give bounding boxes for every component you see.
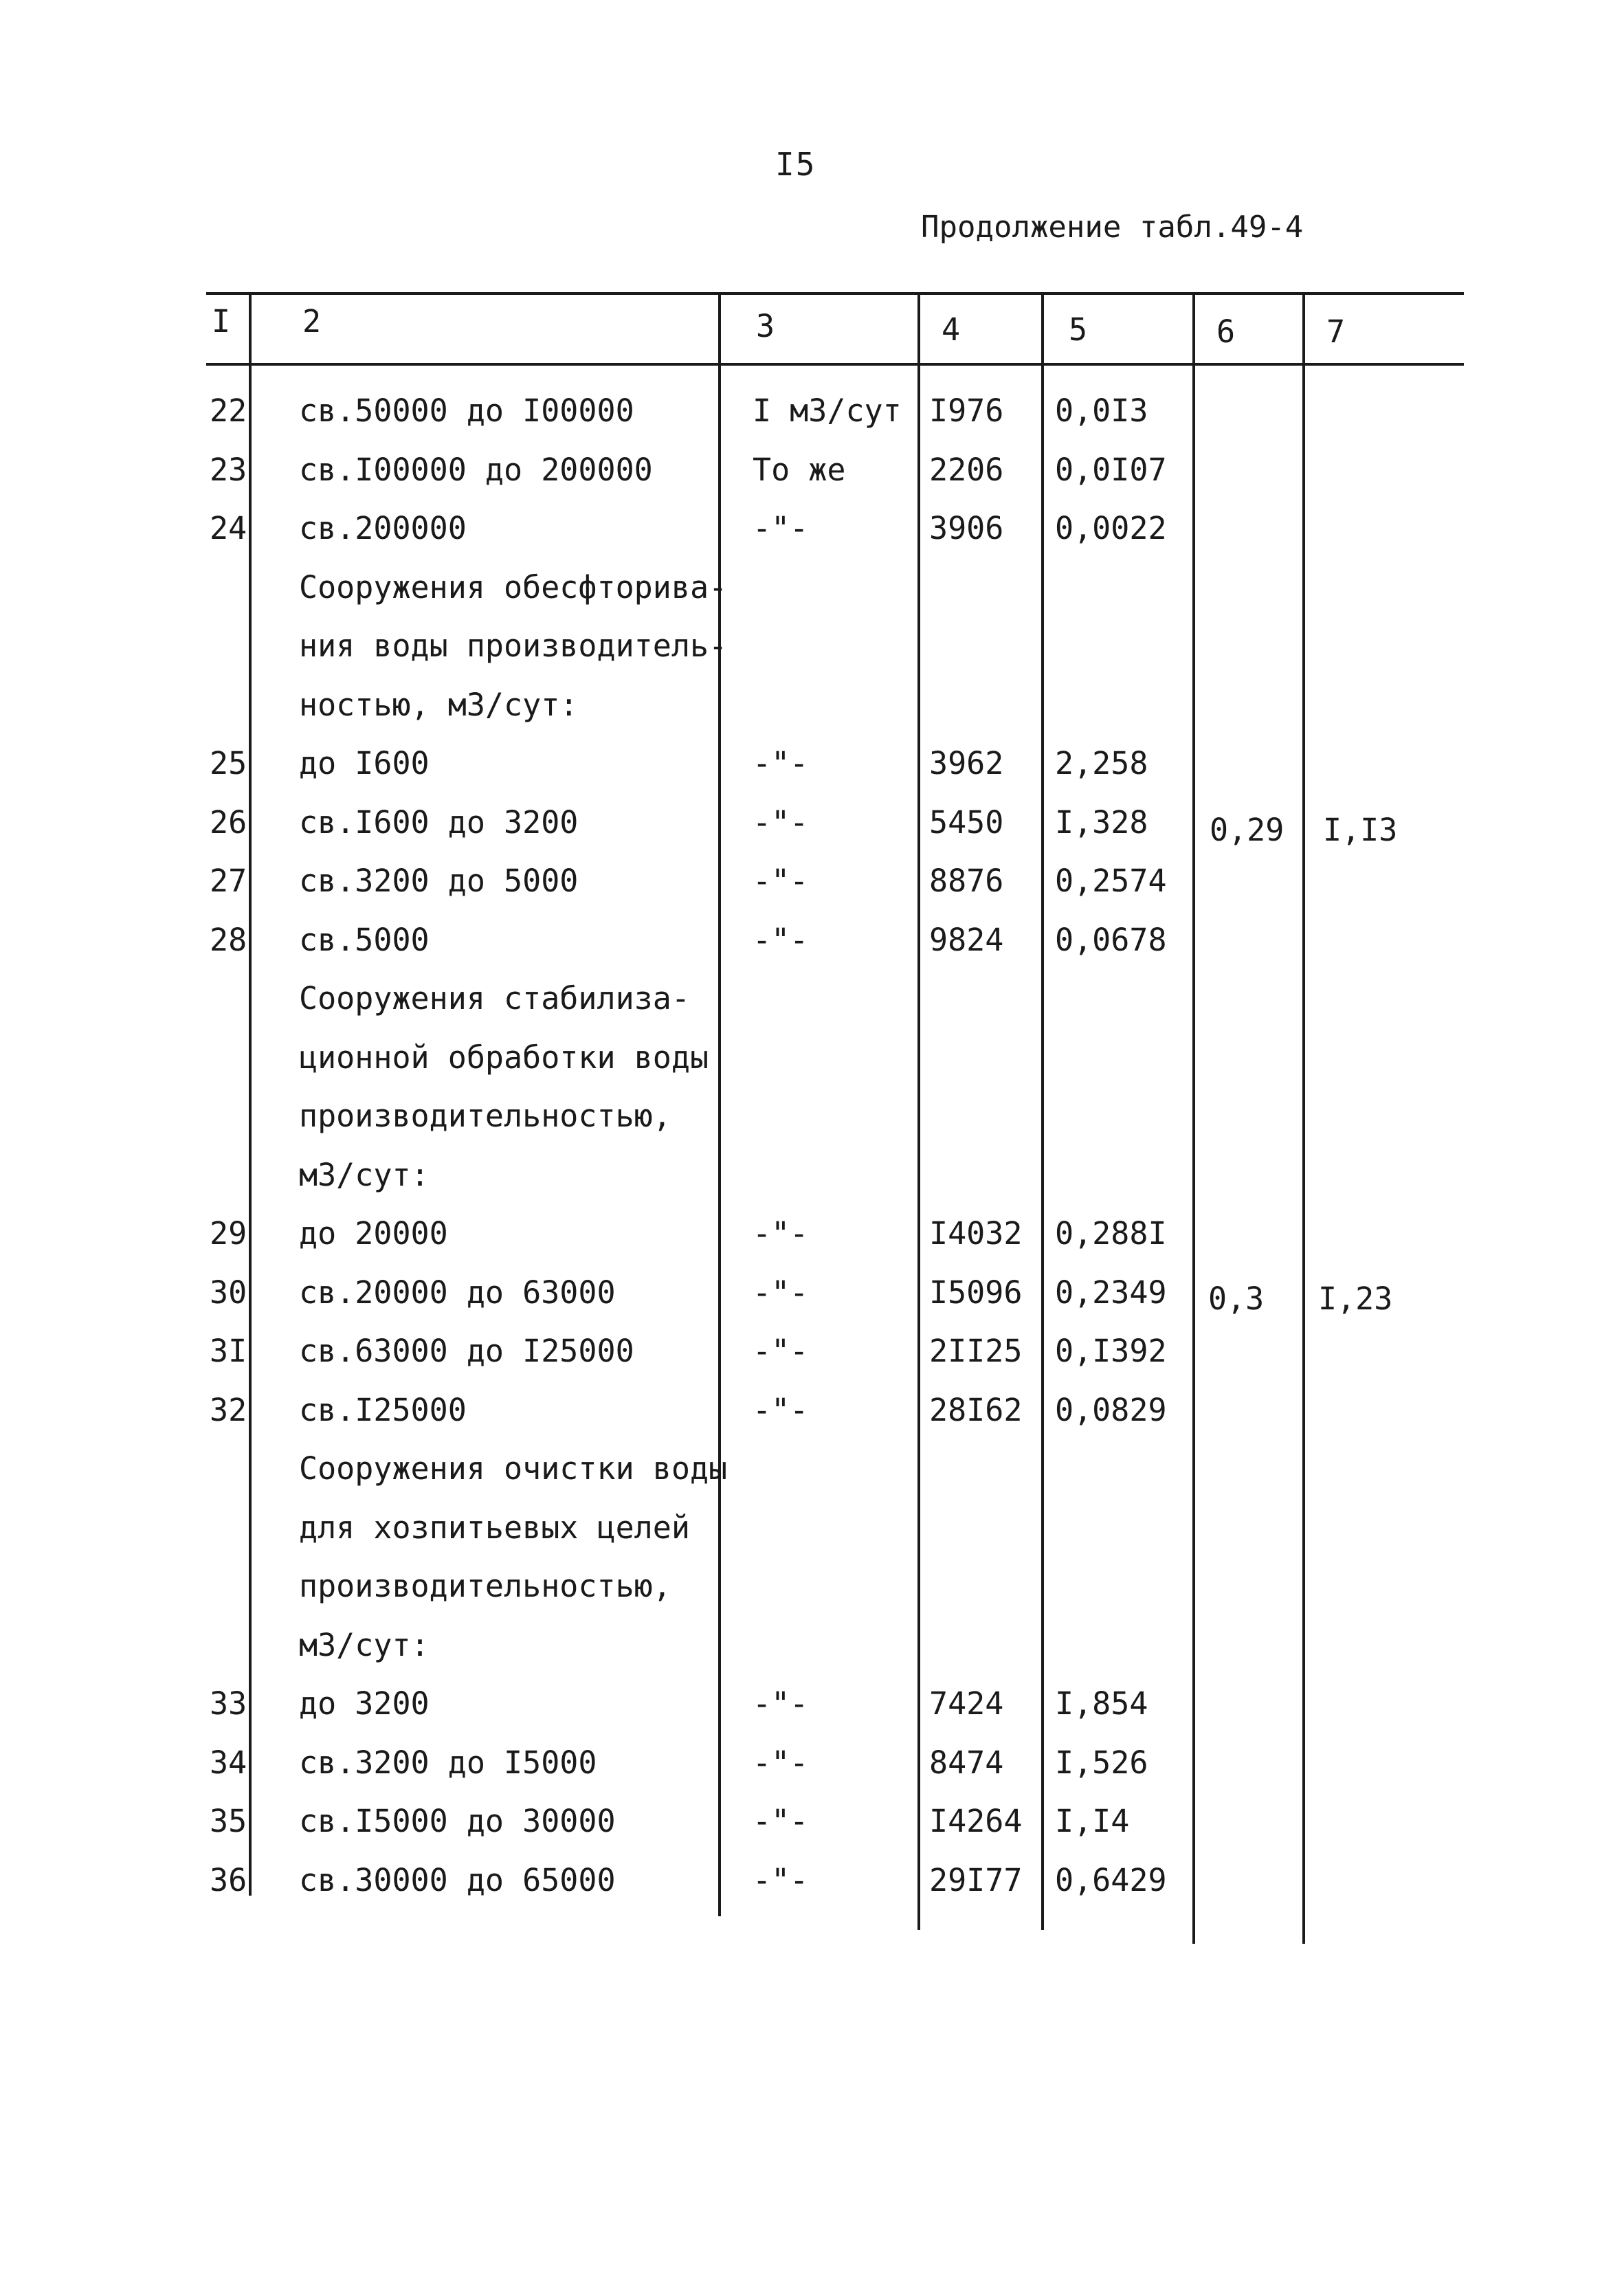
page-number: I5 [775,146,816,183]
row-unit: -"- [753,510,809,546]
row-col5: I,I4 [1055,1803,1130,1839]
row-name: св.I00000 до 200000 [299,452,653,488]
column-divider-2 [718,294,721,1916]
row-col5: 0,0022 [1055,510,1167,546]
column-divider-6 [1302,294,1305,1944]
row-col4: 3906 [929,510,1004,546]
row-col5: I,526 [1055,1744,1148,1781]
row-unit: -"- [753,1862,809,1898]
row-col5: 0,0678 [1055,922,1167,958]
row-name: производительностью, [299,1568,671,1604]
row-col5: I,328 [1055,804,1148,841]
row-col5: 0,288I [1055,1215,1167,1252]
row-unit: -"- [753,922,809,958]
row-name: св.63000 до I25000 [299,1333,634,1369]
group2-col6: 0,3 [1208,1280,1265,1317]
row-number: 30 [210,1274,247,1311]
row-unit: -"- [753,1744,809,1781]
row-unit: -"- [753,745,809,781]
row-unit: -"- [753,1803,809,1839]
row-unit: -"- [753,863,809,899]
row-name: для хозпитьевых целей [299,1509,690,1546]
row-col5: 0,0I3 [1055,392,1148,429]
header-col-7: 7 [1326,313,1346,350]
header-col-1: I [212,303,231,340]
row-col4: 8474 [929,1744,1004,1781]
row-unit: То же [753,452,846,488]
row-name: до 20000 [299,1215,448,1252]
table-continuation-title: Продолжение табл.49-4 [921,210,1304,245]
row-col5: 0,6429 [1055,1862,1167,1898]
column-divider-5 [1192,294,1195,1944]
row-number: 29 [210,1215,247,1252]
row-unit: I м3/сут [753,392,902,429]
row-number: 28 [210,922,247,958]
row-col4: 8876 [929,863,1004,899]
row-name: ностью, м3/сут: [299,687,579,723]
table-top-rule [206,292,1464,295]
row-col5: 0,0I07 [1055,452,1167,488]
row-name: до I600 [299,745,430,781]
row-name: м3/сут: [299,1157,430,1193]
row-col4: 2206 [929,452,1004,488]
row-name: св.I25000 [299,1392,467,1428]
row-col4: 29I77 [929,1862,1023,1898]
group1-col6: 0,29 [1210,812,1284,848]
row-name: до 3200 [299,1685,430,1722]
row-col5: 2,258 [1055,745,1148,781]
row-name: ционной обработки воды [299,1039,709,1076]
row-col5: 0,2574 [1055,863,1167,899]
row-number: 22 [210,392,247,429]
row-col5: I,854 [1055,1685,1148,1722]
row-col4: 28I62 [929,1392,1023,1428]
row-unit: -"- [753,1274,809,1311]
row-name: производительностью, [299,1098,671,1134]
row-unit: -"- [753,1685,809,1722]
row-name: св.20000 до 63000 [299,1274,616,1311]
row-name: св.200000 [299,510,467,546]
row-unit: -"- [753,1392,809,1428]
row-col4: I4032 [929,1215,1023,1252]
row-number: 25 [210,745,247,781]
row-col4: 7424 [929,1685,1004,1722]
row-unit: -"- [753,804,809,841]
row-col4: I4264 [929,1803,1023,1839]
row-number: 23 [210,452,247,488]
row-number: 33 [210,1685,247,1722]
row-name: св.5000 [299,922,430,958]
column-divider-4 [1041,294,1044,1930]
row-name: св.I5000 до 30000 [299,1803,616,1839]
row-col4: 3962 [929,745,1004,781]
group2-col7: I,23 [1318,1280,1393,1317]
header-col-2: 2 [302,303,322,340]
row-number: 3I [210,1333,247,1369]
row-col4: 2II25 [929,1333,1023,1369]
row-col5: 0,I392 [1055,1333,1167,1369]
header-col-4: 4 [942,311,961,348]
group1-col7: I,I3 [1323,812,1398,848]
row-number: 35 [210,1803,247,1839]
row-col5: 0,2349 [1055,1274,1167,1311]
row-number: 26 [210,804,247,841]
row-number: 27 [210,863,247,899]
row-col4: 9824 [929,922,1004,958]
row-number: 34 [210,1744,247,1781]
column-divider-1 [249,294,252,1896]
row-number: 24 [210,510,247,546]
row-name: св.3200 до 5000 [299,863,579,899]
row-name: Сооружения обесфторива- [299,569,728,606]
row-unit: -"- [753,1333,809,1369]
row-number: 36 [210,1862,247,1898]
row-name: Сооружения стабилиза- [299,980,690,1017]
row-name: ния воды производитель- [299,628,728,664]
row-name: св.I600 до 3200 [299,804,579,841]
header-col-5: 5 [1069,311,1088,348]
row-unit: -"- [753,1215,809,1252]
row-name: св.3200 до I5000 [299,1744,597,1781]
row-col4: I976 [929,392,1004,429]
row-col5: 0,0829 [1055,1392,1167,1428]
row-number: 32 [210,1392,247,1428]
row-name: св.30000 до 65000 [299,1862,616,1898]
row-name: св.50000 до I00000 [299,392,634,429]
header-col-6: 6 [1216,313,1236,350]
row-col4: I5096 [929,1274,1023,1311]
row-name: Сооружения очистки воды [299,1450,728,1487]
column-divider-3 [917,294,920,1930]
header-col-3: 3 [756,308,775,344]
row-name: м3/сут: [299,1627,430,1663]
header-bottom-rule [206,363,1464,366]
row-col4: 5450 [929,804,1004,841]
